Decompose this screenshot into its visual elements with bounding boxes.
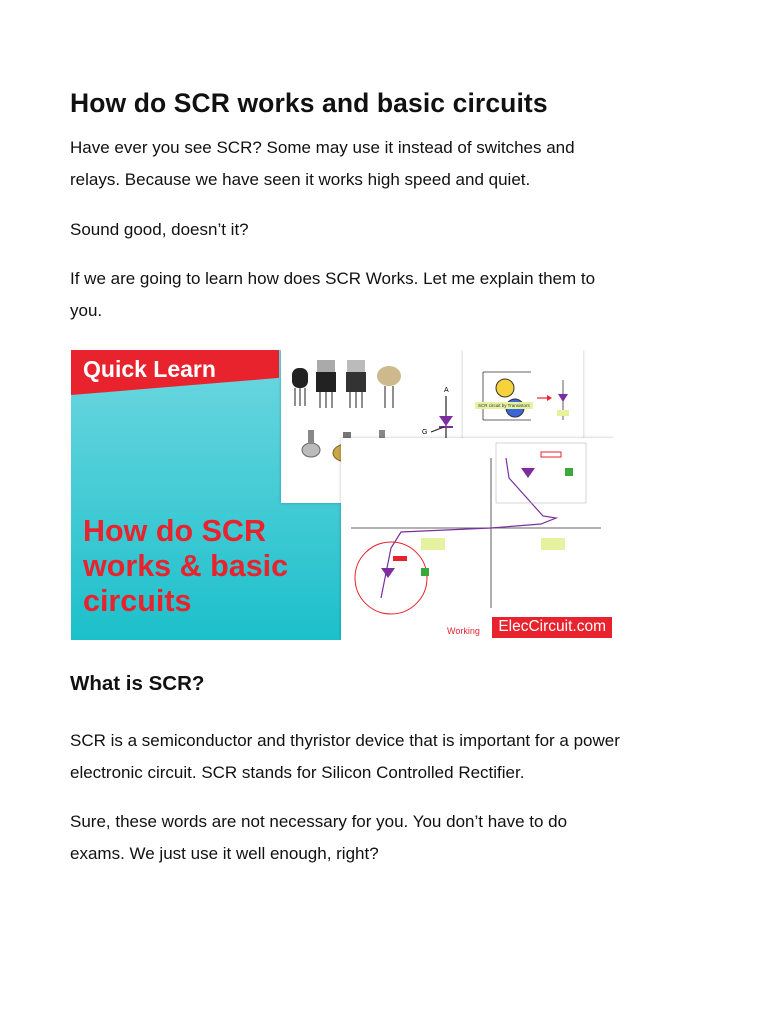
banner-title-line: circuits xyxy=(83,584,192,618)
article-banner-image xyxy=(71,350,614,640)
page-title: How do SCR works and basic circuits xyxy=(70,88,548,118)
banner-title-line: How do SCR xyxy=(83,514,266,548)
transistor-circuit-illustration xyxy=(463,350,583,445)
anode-label: A xyxy=(444,387,449,394)
explain-line-2: you. xyxy=(70,301,103,320)
closing-line-1: Sure, these words are not necessary for you. You don’t have to do xyxy=(70,812,568,831)
definition-line-2: electronic circuit. SCR stands for Silicon Controlled Rectifier. xyxy=(70,763,525,782)
transistor-circuit-caption: SCR circuit by Transistors xyxy=(475,402,533,409)
question-paragraph: Sound good, doesn’t it? xyxy=(70,220,249,239)
quick-learn-label: Quick Learn xyxy=(83,356,216,382)
intro-line-1: Have ever you see SCR? Some may use it instead of switches and xyxy=(70,138,575,157)
explain-line-1: If we are going to learn how does SCR Works. Let me explain them to xyxy=(70,269,596,288)
characteristic-graph-illustration xyxy=(341,438,614,640)
banner-title-line: works & basic xyxy=(83,549,289,583)
characteristic-graph-card xyxy=(341,438,614,640)
intro-line-2: relays. Because we have seen it works high speed and quiet. xyxy=(70,170,531,189)
definition-line-1: SCR is a semiconductor and thyristor device that is important for a power xyxy=(70,731,620,750)
gate-label: G xyxy=(422,429,428,436)
graph-working-label: Working xyxy=(447,626,480,636)
closing-line-2: exams. We just use it well enough, right? xyxy=(70,844,379,863)
banner-title xyxy=(83,514,288,619)
transistor-circuit-card xyxy=(463,350,583,445)
brand-badge: ElecCircuit.com xyxy=(492,617,612,638)
section-heading: What is SCR? xyxy=(70,672,205,695)
